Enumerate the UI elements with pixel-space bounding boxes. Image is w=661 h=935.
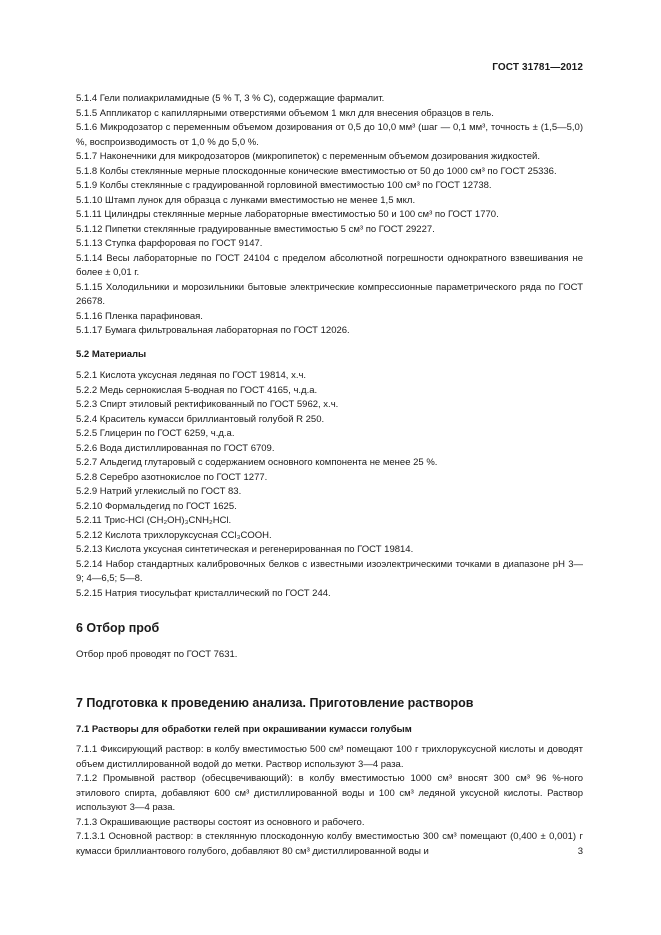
list-item: 5.1.17 Бумага фильтровальная лабораторная по ГОСТ 12026.	[76, 325, 350, 336]
list-item: 5.2.9 Натрий углекислый по ГОСТ 83.	[76, 486, 242, 497]
list-item: 5.1.13 Ступка фарфоровая по ГОСТ 9147.	[76, 238, 263, 249]
section-6-text: Отбор проб проводят по ГОСТ 7631.	[76, 648, 238, 660]
list-item: 5.2.13 Кислота уксусная синтетическая и регенерированная по ГОСТ 19814.	[76, 544, 414, 555]
list-item: 7.1.2 Промывной раствор (обесцвечивающий): в колбу вместимостью 1000 см³ вносят 300 см³ 96 %-ного этилового спирта, добавляют 600 см³ дистиллированной воды и 100 см³ ледяной уксусной кислоты. Раствор используют 3—4 раза.	[76, 773, 583, 813]
list-item: 5.2.1 Кислота уксусная ледяная по ГОСТ 19814, х.ч.	[76, 370, 307, 381]
section-7-1-list	[76, 743, 583, 859]
list-item: 7.1.3 Окрашивающие растворы состоят из основного и рабочего.	[76, 816, 365, 828]
list-item: 5.2.3 Спирт этиловый ректификованный по ГОСТ 5962, х.ч.	[76, 399, 339, 410]
list-item: 5.1.16 Пленка парафиновая.	[76, 310, 203, 322]
list-item: 5.2.15 Натрия тиосульфат кристаллический по ГОСТ 244.	[76, 587, 331, 599]
list-item: 5.2.4 Краситель кумасси бриллиантовый голубой R 250.	[76, 413, 325, 425]
list-item: 5.1.9 Колбы стеклянные с градуированной горловиной вместимостью 100 см³ по ГОСТ 12738.	[76, 180, 492, 191]
page-content	[76, 92, 583, 859]
list-item: 5.2.7 Альдегид глутаровый с содержанием основного компонента не менее 25 %.	[76, 457, 438, 468]
list-item: 5.1.14 Весы лабораторные по ГОСТ 24104 с пределом абсолютной погрешности однократного взвешивания не более ± 0,01 г.	[76, 252, 583, 278]
list-item: 7.1.1 Фиксирующий раствор: в колбу вместимостью 500 см³ помещают 100 г трихлоруксусной кислоты и доводят объем дистиллированной водой до метки. Раствор используют 3—4 раза.	[76, 744, 583, 770]
section-7-title: 7 Подготовка к проведению анализа. Приготовление растворов	[76, 696, 474, 710]
page-number: 3	[577, 846, 583, 857]
list-item: 5.2.14 Набор стандартных калибровочных белков с известными изоэлектрическими точками в диапазоне pH 3—9; 4—6,5; 5—8.	[76, 558, 583, 584]
list-item: 5.1.15 Холодильники и морозильники бытовые электрические компрессионные параметрического ряда по ГОСТ 26678.	[76, 281, 583, 307]
list-item: 5.2.11 Трис-HCl (CH₂OH)₃CNH₂HCl.	[76, 515, 232, 526]
section-5-1-list	[76, 92, 583, 339]
list-item: 5.1.6 Микродозатор с переменным объемом дозирования от 0,5 до 10,0 мм³ (шаг — 0,1 мм³, точность ± (1,5—5,0) %, воспроизводимость от 1,0 % до 5,0 %.	[76, 122, 583, 148]
document-code: ГОСТ 31781—2012	[492, 62, 583, 73]
section-5-2-list	[76, 369, 583, 601]
list-item: 5.2.5 Глицерин по ГОСТ 6259, ч.д.а.	[76, 428, 235, 439]
list-item: 5.2.12 Кислота трихлоруксусная CCl₃COOH.	[76, 529, 272, 541]
list-item: 5.1.4 Гели полиакриламидные (5 % Т, 3 % С), содержащие фармалит.	[76, 93, 385, 104]
list-item: 5.2.6 Вода дистиллированная по ГОСТ 6709.	[76, 442, 275, 454]
list-item: 5.1.5 Аппликатор с капиллярными отверстиями объемом 1 мкл для внесения образцов в гель.	[76, 107, 494, 119]
list-item: 5.1.7 Наконечники для микродозаторов (микропипеток) с переменным объемом дозирования жидкостей.	[76, 151, 540, 162]
list-item: 5.2.2 Медь сернокислая 5-водная по ГОСТ 4165, ч.д.а.	[76, 384, 318, 396]
list-item: 5.1.12 Пипетки стеклянные градуированные вместимостью 5 см³ по ГОСТ 29227.	[76, 223, 435, 235]
list-item: 5.1.8 Колбы стеклянные мерные плоскодонные конические вместимостью от 50 до 1000 см³ по ГОСТ 25336.	[76, 165, 557, 177]
list-item: 5.2.10 Формальдегид по ГОСТ 1625.	[76, 500, 237, 512]
list-item: 5.1.11 Цилиндры стеклянные мерные лабораторные вместимостью 50 и 100 см³ по ГОСТ 1770.	[76, 209, 499, 220]
section-6-title: 6 Отбор проб	[76, 621, 160, 635]
section-7-1-title: 7.1 Растворы для обработки гелей при окрашивании кумасси голубым	[76, 723, 412, 735]
section-5-2-title: 5.2 Материалы	[76, 348, 147, 360]
list-item: 5.2.8 Серебро азотнокислое по ГОСТ 1277.	[76, 471, 268, 483]
list-item: 7.1.3.1 Основной раствор: в стеклянную плоскодонную колбу вместимостью 300 см³ помещают (0,400 ± 0,001) г кумасси бриллиантового голубого, добавляют 80 см³ дистиллированной воды и	[76, 831, 583, 857]
list-item: 5.1.10 Штамп лунок для образца с лунками вместимостью не менее 1,5 мкл.	[76, 194, 416, 206]
